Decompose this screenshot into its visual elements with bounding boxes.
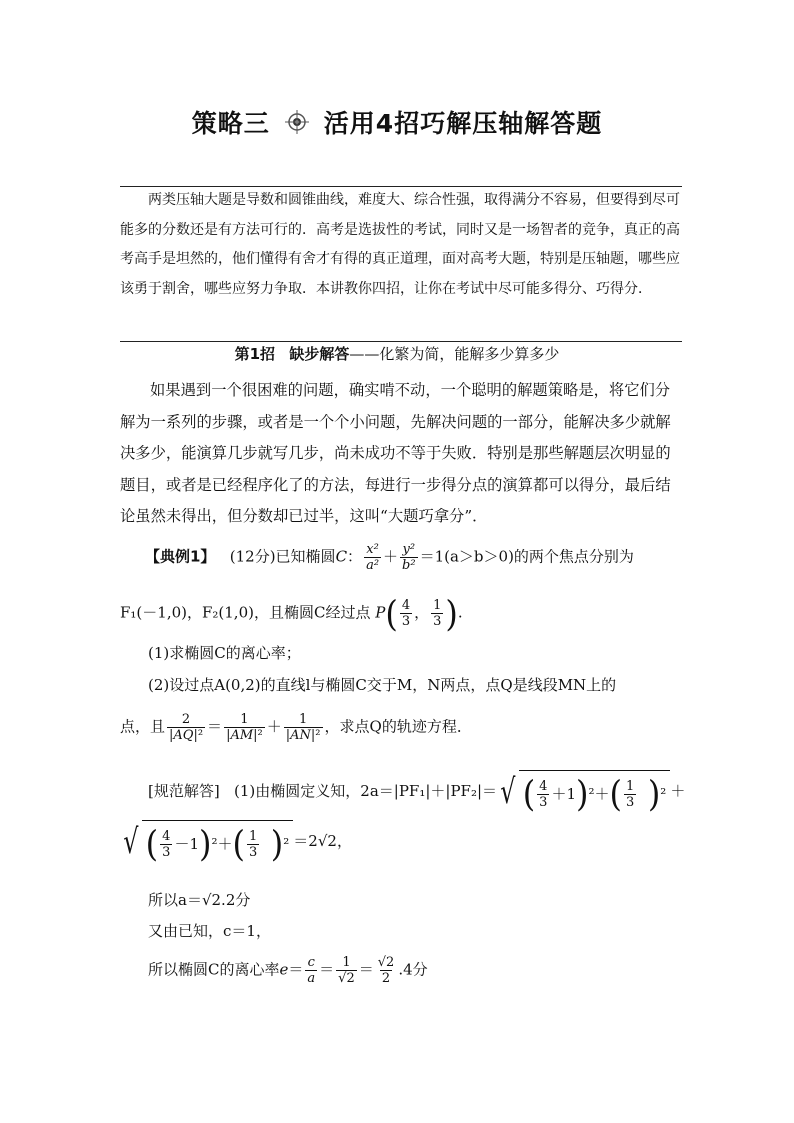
tip1-label: 第1招 [234,345,276,363]
fraction-1-am2: $\frac{1}{\text{|AM|²}}$ [226,712,263,743]
example-condition: ＝1(a＞b＞0)的两个焦点分别为 [419,547,634,566]
question-2-line-1: (2)设过点A(0,2)的直线l与椭圆C交于M，N两点，点Q是线段MN上的 [148,676,617,694]
intro-paragraph: 两类压轴大题是导数和圆锥曲线，难度大、综合性强，取得满分不容易，但要得到尽可能多的分数还是有方法可行的．高考是选拔性的考试，同时又是一场智者的竞争，真正的高考高手是坦然的，他们懂得有舍才有得的真正道理，面对高考大题，特别是压轴题，哪些应该勇于割舍，哪些应努力争取．本讲教你四招，让你在考试中尽可能多得分、巧得分． [120,192,680,297]
tip1-subtitle: 化繁为简，能解多少算多少 [379,345,560,363]
sqrt-expression-1: √ ( $\frac{4}{3}$ ＋1 ) ²＋ ( $\frac{1}{3}$ ) ² [497,770,670,814]
tip1-body: 如果遇到一个很困难的问题，确实啃不动，一个聪明的解题策略是，将它们分解为一系列的步骤，或者是一个个小问题，先解决问题的一部分，能解决多少就解决多少，能演算几步就写几步，尚未成功不等于失败．特别是那些解题层次明显的题目，或者是已经程序化了的方法，每进行一步得分点的演算都可以得分，最后结论虽然未得出，但分数却已过半，这叫“大题巧拿分”． [120,381,671,526]
fraction-x2-a2: $\frac{\text{x²}}{\text{a²}}$ [366,542,380,573]
example-text1: 已知椭圆 [275,547,336,566]
title-strategy: 策略三 [191,109,270,138]
example-line-2: F₁(－1,0)，F₂(1,0)，且椭圆C经过点 P( $\frac{4}{3}$ ， $\frac{1}{3}$ ). [120,592,463,635]
fraction-1-sqrt2: $\frac{1}{√2}$ [338,955,355,986]
solution-line-5: 所以椭圆C的离心率e＝ $\frac{c}{a}$ ＝ $\frac{1}{√2}$ ＝ $\frac{√2}{2}$ .4分 [148,955,428,986]
solution-line-4: 又由已知，c＝1， [148,922,271,940]
question-2-prefix: 点，且 [120,717,166,736]
question-2-line-2: 点，且 $\frac{2}{\text{|AQ|²}}$ ＝ $\frac{1}{\text{|AM|²}}$ ＋ $\frac{1}{\text{|AN|²}}$ ，求点Q的轨迹方程． [120,712,472,743]
example-line-1: 【典例1】 (12分)已知椭圆C： $\frac{\text{x²}}{\text{a²}}$ ＋ $\frac{\text{y²}}{\text{b²}}$ ＝1(a＞b＞0)的两个焦点分别为 [145,542,634,573]
solution-line5-text: 所以椭圆C的离心率 [148,960,280,979]
solution-line-3: 所以a＝√2.2分 [148,891,251,909]
question-1: (1)求椭圆C的离心率； [148,644,301,662]
fraction-4-3: $\frac{4}{3}$ [401,598,411,629]
tip1-heading [0,343,794,364]
solution-line-2 [120,820,352,864]
solution-line5-points: .4分 [398,960,428,979]
fraction-1-an2: $\frac{1}{\text{|AN|²}}$ [285,712,321,743]
example-ellipse-name: C [335,547,348,566]
solution-label: [规范解答] [148,782,220,800]
fraction-c-a: $\frac{c}{a}$ [307,955,316,986]
example-point-name: P [375,603,386,622]
example-foci: F₁(－1,0)，F₂(1,0)，且椭圆C经过点 [120,603,371,622]
page-title [0,104,794,140]
example-points: (12分) [229,547,276,566]
solution-line-1: [规范解答] (1)由椭圆定义知，2a＝|PF₁|＋|PF₂|＝ √ ( $\frac{4}{3}$ ＋1 ) ²＋ ( $\frac{1}{3}$ ) ² ＋ [148,772,686,815]
tip1-name: 缺步解答 [289,345,350,363]
crosshair-icon [284,109,310,135]
solution-line2-result: ＝2√2， [293,832,352,850]
example-label: 【典例1】 [145,547,216,566]
question-2-suffix: ，求点Q的轨迹方程． [324,717,472,736]
fraction-sqrt2-2: $\frac{√2}{2}$ [377,955,395,986]
intro-bottom-rule [120,341,682,342]
sqrt-expression-2: √ ( $\frac{4}{3}$ －1 ) ²＋ ( $\frac{1}{3}$ ) ² [120,820,293,864]
fraction-y2-b2: $\frac{\text{y²}}{\text{b²}}$ [402,542,416,573]
fraction-2-aq2: $\frac{2}{\text{|AQ|²}}$ [169,712,204,743]
tip1-dash: —— [349,345,380,363]
title-text: 活用4招巧解压轴解答题 [323,109,603,138]
fraction-1-3: $\frac{1}{3}$ [433,598,442,629]
solution-line1-text: (1)由椭圆定义知，2a＝|PF₁|＋|PF₂|＝ [234,782,498,800]
